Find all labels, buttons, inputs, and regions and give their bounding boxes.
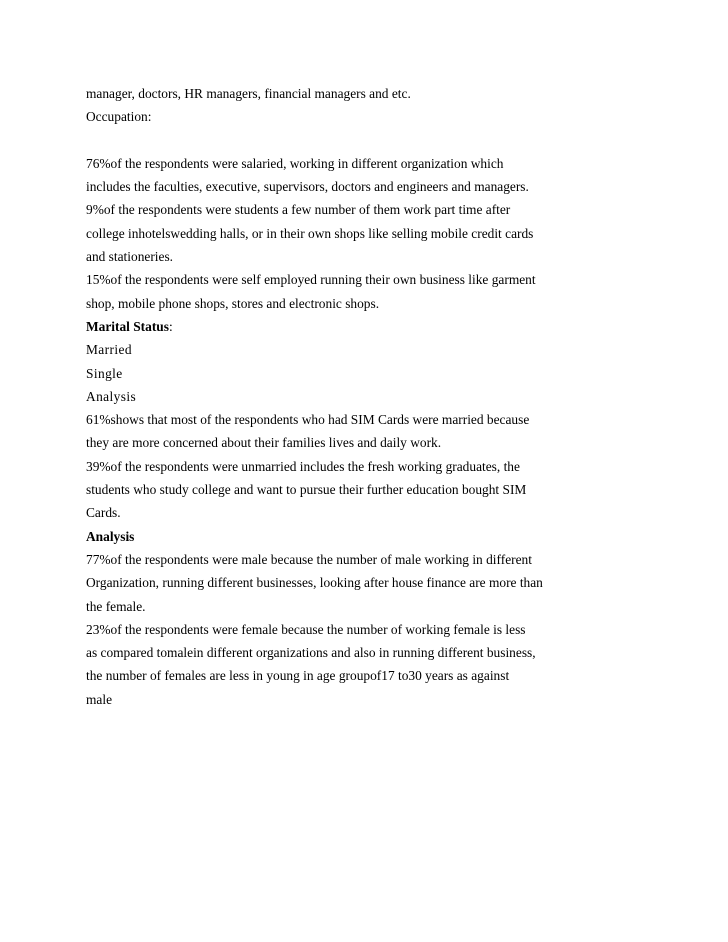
- paragraph-line: shop, mobile phone shops, stores and electronic shops.: [86, 295, 380, 311]
- paragraph-line: 77%of the respondents were male because the number of male working in different: [86, 551, 532, 567]
- paragraph-line: Organization, running different businesses, looking after house finance are more than: [86, 575, 543, 591]
- paragraph-line: 61%shows that most of the respondents who had SIM Cards were married because: [86, 412, 530, 428]
- marital-status-colon: :: [168, 318, 173, 334]
- single-label: Single: [86, 365, 123, 381]
- paragraph-line: 39%of the respondents were unmarried includes the fresh working graduates, the: [86, 458, 520, 474]
- paragraph-line: and stationeries.: [86, 249, 174, 265]
- paragraph-line: manager, doctors, HR managers, financial managers and etc.: [86, 86, 411, 101]
- paragraph-line: students who study college and want to pursue their further education bought SIM: [86, 482, 527, 498]
- paragraph-line: they are more concerned about their families lives and daily work.: [86, 435, 442, 451]
- paragraph-line: includes the faculties, executive, supervisors, doctors and engineers and managers.: [86, 179, 529, 195]
- paragraph-line: 9%of the respondents were students a few number of them work part time after: [86, 202, 511, 218]
- marital-status-heading: Marital Status: [86, 318, 169, 334]
- married-label: Married: [86, 342, 132, 358]
- paragraph-line: 15%of the respondents were self employed running their own business like garment: [86, 272, 536, 288]
- blank-line: [86, 129, 686, 152]
- paragraph-line: Cards.: [86, 505, 121, 521]
- paragraph-line: the female.: [86, 598, 146, 614]
- paragraph-line: the number of females are less in young in age groupof17 to30 years as against: [86, 668, 510, 684]
- paragraph-line: 76%of the respondents were salaried, working in different organization which: [86, 155, 504, 171]
- paragraph-line: as compared tomalein different organizations and also in running different business,: [86, 645, 536, 661]
- analysis-label: Analysis: [86, 388, 137, 404]
- paragraph-line: 23%of the respondents were female because the number of working female is less: [86, 621, 526, 637]
- analysis-heading: Analysis: [86, 528, 135, 544]
- paragraph-line: male: [86, 691, 113, 707]
- document-body: [86, 82, 686, 711]
- occupation-label: Occupation:: [86, 109, 152, 125]
- paragraph-line: college inhotelswedding halls, or in their own shops like selling mobile credit cards: [86, 225, 534, 241]
- marital-status-heading-line: [86, 315, 686, 338]
